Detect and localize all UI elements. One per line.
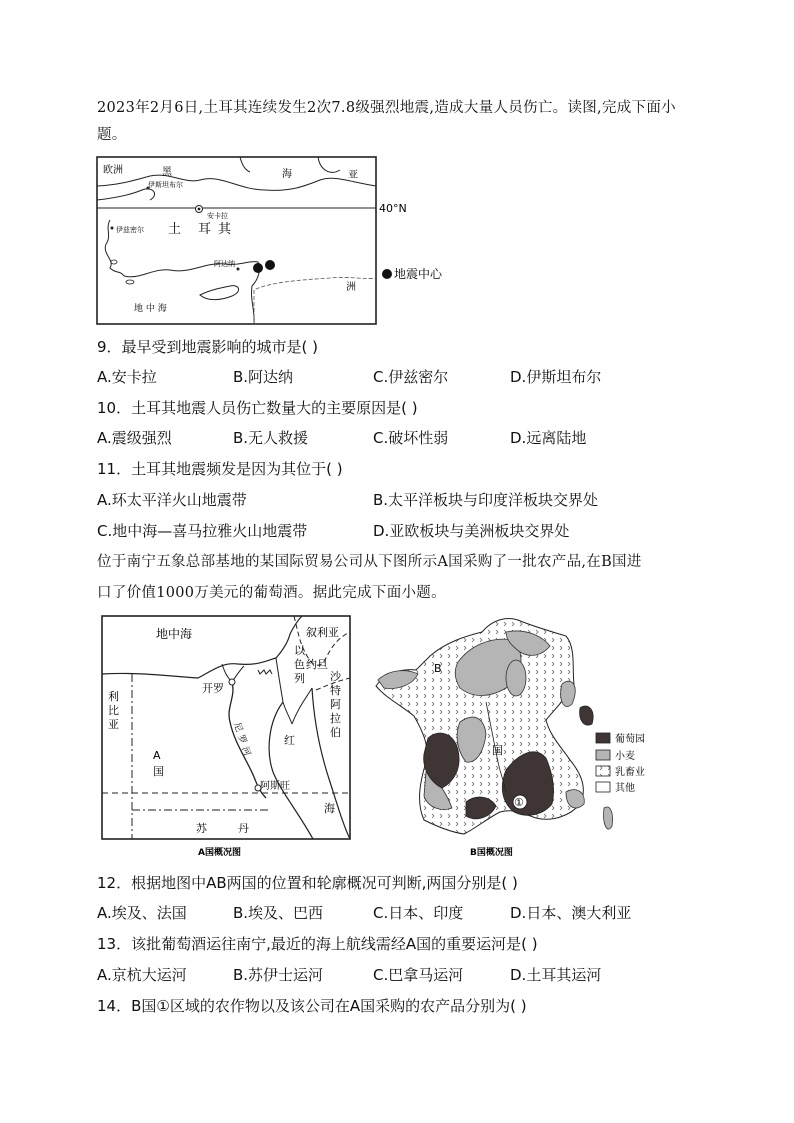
label-sudan-2: 丹 bbox=[238, 822, 249, 835]
legend-wheat: 小麦 bbox=[615, 751, 635, 762]
label-a-2: 国 bbox=[153, 765, 164, 778]
q12-stem: 12．根据地图中AB两国的位置和轮廓概况可判断,两国分别是( ) bbox=[97, 874, 518, 892]
q10-option-c[interactable]: C.破坏性弱 bbox=[373, 429, 449, 447]
legend-earthquake-center: 地震中心 bbox=[394, 267, 443, 281]
turkey-map bbox=[90, 150, 460, 330]
q12-option-b[interactable]: B.埃及、巴西 bbox=[233, 904, 324, 922]
label-black: 黑 bbox=[162, 167, 172, 178]
legend-other: 其他 bbox=[615, 783, 635, 794]
q14-stem: 14．B国①区域的农作物以及该公司在A国采购的农产品分别为( ) bbox=[97, 997, 527, 1015]
label-jordan: 约旦 bbox=[306, 658, 328, 671]
legend-swatch-other bbox=[596, 782, 610, 792]
q10-option-b[interactable]: B.无人救援 bbox=[233, 429, 309, 447]
label-saudi-3: 阿 bbox=[330, 698, 341, 711]
label-aswan: 阿斯旺 bbox=[260, 781, 290, 792]
q9-option-c[interactable]: C.伊兹密尔 bbox=[373, 368, 449, 386]
label-israel-1: 以 bbox=[294, 644, 305, 657]
france-map bbox=[366, 612, 666, 862]
label-b: B bbox=[434, 662, 442, 675]
label-libya-3: 亚 bbox=[108, 718, 119, 731]
label-adana: 阿达纳 bbox=[214, 260, 235, 268]
label-mediterranean-2: 地中海 bbox=[156, 627, 193, 641]
q10-option-d[interactable]: D.远离陆地 bbox=[510, 429, 587, 447]
label-turkey-1: 土 bbox=[168, 222, 182, 237]
q13-stem: 13．该批葡萄酒运往南宁,最近的海上航线需经A国的重要运河是( ) bbox=[97, 935, 538, 953]
label-turkey-3: 其 bbox=[218, 222, 232, 237]
label-40n: 40°N bbox=[379, 202, 407, 215]
q13-option-b[interactable]: B.苏伊士运河 bbox=[233, 966, 324, 984]
q13-option-c[interactable]: C.巴拿马运河 bbox=[373, 966, 464, 984]
q9-option-d[interactable]: D.伊斯坦布尔 bbox=[510, 368, 602, 386]
q10-option-a[interactable]: A.震级强烈 bbox=[97, 429, 172, 447]
caption-a-map: A国概况图 bbox=[198, 848, 241, 858]
label-nile-1: 尼 bbox=[231, 721, 244, 734]
intro2-text-line1: 位于南宁五象总部基地的某国际贸易公司从下图所示A国采购了一批农产品,在B国进 bbox=[97, 554, 642, 570]
q11-option-d[interactable]: D.亚欧板块与美洲板块交界处 bbox=[373, 522, 570, 540]
legend-dot bbox=[382, 269, 392, 279]
label-sudan-1: 苏 bbox=[196, 822, 207, 835]
q13-option-d[interactable]: D.土耳其运河 bbox=[510, 966, 602, 984]
q11-option-c[interactable]: C.地中海—喜马拉雅火山地震带 bbox=[97, 522, 308, 540]
q11-option-b[interactable]: B.太平洋板块与印度洋板块交界处 bbox=[373, 491, 599, 509]
label-nile-3: 河 bbox=[239, 745, 252, 758]
label-circle-1: ① bbox=[514, 796, 524, 809]
legend-swatch-dairy bbox=[596, 766, 610, 776]
q11-option-a[interactable]: A.环太平洋火山地震带 bbox=[97, 491, 247, 509]
label-asia-2: 洲 bbox=[346, 282, 356, 293]
label-saudi-1: 沙 bbox=[330, 670, 341, 683]
earthquake-center-2 bbox=[265, 260, 275, 270]
label-mediterranean: 地 中 海 bbox=[134, 304, 167, 314]
legend-dairy: 乳畜业 bbox=[615, 767, 645, 778]
label-saudi-4: 拉 bbox=[330, 712, 341, 725]
q9-stem: 9．最早受到地震影响的城市是( ) bbox=[97, 338, 319, 356]
legend-vineyard: 葡萄园 bbox=[615, 734, 645, 745]
label-israel-3: 列 bbox=[294, 672, 305, 685]
label-syria: 叙利亚 bbox=[306, 626, 339, 639]
label-saudi-2: 特 bbox=[330, 684, 341, 697]
label-turkey-2: 耳 bbox=[198, 222, 212, 237]
label-ankara: 安卡拉 bbox=[207, 212, 228, 220]
label-libya-1: 利 bbox=[108, 690, 119, 703]
egypt-map bbox=[98, 612, 358, 862]
earthquake-center-1 bbox=[253, 263, 263, 273]
label-sea: 海 bbox=[282, 169, 292, 180]
q9-option-a[interactable]: A.安卡拉 bbox=[97, 368, 157, 386]
legend-swatch-vineyard bbox=[596, 733, 610, 743]
label-istanbul: 伊斯坦布尔 bbox=[148, 181, 183, 189]
q9-option-b[interactable]: B.阿达纳 bbox=[233, 368, 294, 386]
q11-stem: 11．土耳其地震频发是因为其位于( ) bbox=[97, 460, 343, 478]
q13-option-a[interactable]: A.京杭大运河 bbox=[97, 966, 187, 984]
label-nile-2: 罗 bbox=[235, 733, 248, 746]
label-izmir: 伊兹密尔 bbox=[116, 226, 144, 234]
label-libya-2: 比 bbox=[108, 704, 119, 717]
label-israel-2: 色 bbox=[294, 658, 305, 671]
q12-option-c[interactable]: C.日本、印度 bbox=[373, 904, 464, 922]
label-saudi-5: 伯 bbox=[330, 726, 341, 739]
label-cairo: 开罗 bbox=[202, 682, 224, 695]
caption-b-map: B国概况图 bbox=[470, 848, 513, 858]
label-europe: 欧洲 bbox=[103, 165, 123, 176]
label-sea-2: 海 bbox=[324, 802, 335, 815]
q12-option-d[interactable]: D.日本、澳大利亚 bbox=[510, 904, 632, 922]
q12-option-a[interactable]: A.埃及、法国 bbox=[97, 904, 187, 922]
legend-swatch-wheat bbox=[596, 750, 610, 760]
label-asia-1: 亚 bbox=[348, 170, 358, 181]
label-guo: 国 bbox=[492, 744, 503, 757]
intro-text-line2: 题。 bbox=[97, 127, 127, 143]
intro-text-line1: 2023年2月6日,土耳其连续发生2次7.8级强烈地震,造成大量人员伤亡。读图,完成下面小 bbox=[97, 100, 676, 116]
intro2-text-line2: 口了价值1000万美元的葡萄酒。据此完成下面小题。 bbox=[97, 585, 446, 601]
label-red: 红 bbox=[284, 734, 295, 747]
q10-stem: 10．土耳其地震人员伤亡数量大的主要原因是( ) bbox=[97, 399, 418, 417]
label-a-1: A bbox=[153, 749, 161, 762]
